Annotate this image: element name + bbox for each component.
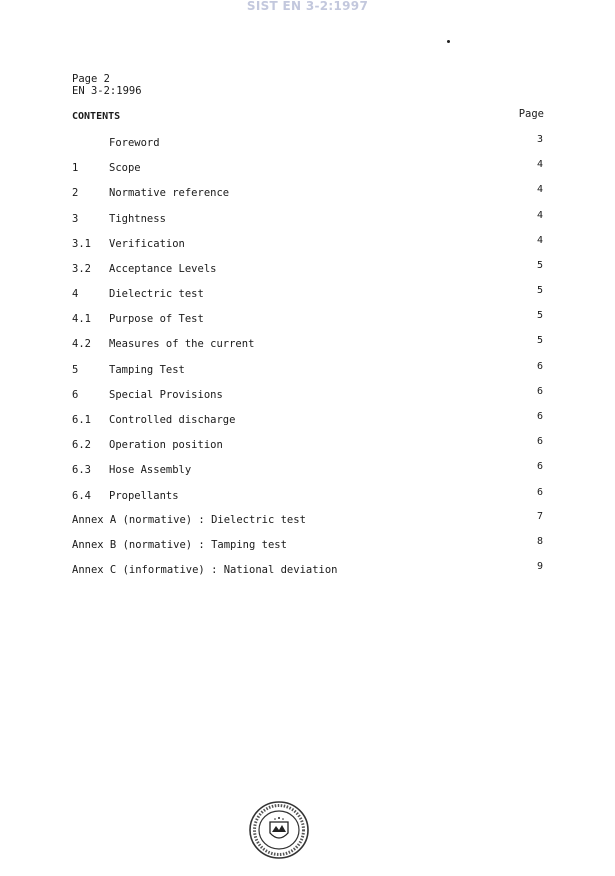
page-number-line: Page 2 <box>72 73 110 85</box>
toc-entry <box>0 411 615 428</box>
toc-entry <box>0 210 615 227</box>
toc-entry-title: Purpose of Test <box>109 313 204 325</box>
toc-entry-page: 6 <box>536 411 543 422</box>
toc-entry-title: Tamping Test <box>109 364 185 376</box>
toc-entry-number: 4.1 <box>72 313 91 325</box>
toc-entry-number: 3.2 <box>72 263 91 275</box>
toc-entry-page: 6 <box>536 386 543 397</box>
toc-entry-page: 5 <box>536 310 543 321</box>
toc-entry <box>0 536 615 553</box>
toc-entry-number: 4 <box>72 288 79 300</box>
toc-entry <box>0 511 615 528</box>
toc-entry <box>0 184 615 201</box>
toc-entry-page: 5 <box>536 285 543 296</box>
toc-entry-title: Verification <box>109 238 185 250</box>
toc-entry-page: 6 <box>536 487 543 498</box>
toc-entry <box>0 436 615 453</box>
toc-entry-number: 1 <box>72 162 79 174</box>
toc-entry-page: 5 <box>536 260 543 271</box>
toc-entry <box>0 361 615 378</box>
toc-entry-page: 8 <box>536 536 543 547</box>
toc-entry <box>0 310 615 327</box>
toc-entry-number: 6.4 <box>72 490 91 502</box>
page-column-label: Page <box>518 108 544 120</box>
toc-entry-title: Annex A (normative) : Dielectric test <box>72 514 306 526</box>
toc-entry <box>0 461 615 478</box>
toc-entry-number: 6 <box>72 389 79 401</box>
toc-entry <box>0 561 615 578</box>
toc-entry-number: 6.2 <box>72 439 91 451</box>
toc-entry-page: 4 <box>536 159 543 170</box>
toc-entry-number: 3 <box>72 213 79 225</box>
toc-entry-title: Controlled discharge <box>109 414 236 426</box>
toc-entry-title: Tightness <box>109 213 166 225</box>
toc-entry-title: Measures of the current <box>109 338 255 350</box>
toc-entry <box>0 260 615 277</box>
scan-speck <box>447 40 450 43</box>
toc-entry-number: 6.1 <box>72 414 91 426</box>
toc-entry-title: Annex B (normative) : Tamping test <box>72 539 287 551</box>
toc-entry-page: 6 <box>536 436 543 447</box>
toc-entry <box>0 134 615 151</box>
toc-entry-number: 3.1 <box>72 238 91 250</box>
toc-entry-title: Hose Assembly <box>109 464 192 476</box>
toc-entry <box>0 335 615 352</box>
contents-heading: CONTENTS <box>72 111 121 122</box>
toc-entry-number: 5 <box>72 364 79 376</box>
toc-entry-number: 4.2 <box>72 338 91 350</box>
toc-entry-number: 2 <box>72 187 79 199</box>
toc-entry-page: 6 <box>536 461 543 472</box>
toc-entry <box>0 487 615 504</box>
toc-entry-title: Propellants <box>109 490 179 502</box>
toc-entry-title: Annex C (informative) : National deviation <box>72 564 338 576</box>
toc-entry-page: 4 <box>536 235 543 246</box>
toc-entry-title: Foreword <box>109 137 160 149</box>
toc-entry <box>0 159 615 176</box>
toc-entry-title: Operation position <box>109 439 223 451</box>
toc-entry-title: Special Provisions <box>109 389 223 401</box>
toc-entry-page: 4 <box>536 210 543 221</box>
toc-entry-title: Scope <box>109 162 141 174</box>
toc-entry-page: 4 <box>536 184 543 195</box>
toc-entry-page: 5 <box>536 335 543 346</box>
toc-entry-title: Acceptance Levels <box>109 263 217 275</box>
toc-entry <box>0 386 615 403</box>
toc-entry-title: Normative reference <box>109 187 230 199</box>
toc-entry <box>0 235 615 252</box>
toc-entry-title: Dielectric test <box>109 288 204 300</box>
document-id-line: EN 3-2:1996 <box>72 85 142 97</box>
official-stamp-seal-icon <box>248 800 310 860</box>
toc-entry-page: 3 <box>536 134 543 145</box>
toc-entry <box>0 285 615 302</box>
toc-entry-page: 6 <box>536 361 543 372</box>
toc-entry-page: 7 <box>536 511 543 522</box>
toc-entry-number: 6.3 <box>72 464 91 476</box>
toc-entry-page: 9 <box>536 561 543 572</box>
watermark: SIST EN 3-2:1997 <box>246 0 369 13</box>
